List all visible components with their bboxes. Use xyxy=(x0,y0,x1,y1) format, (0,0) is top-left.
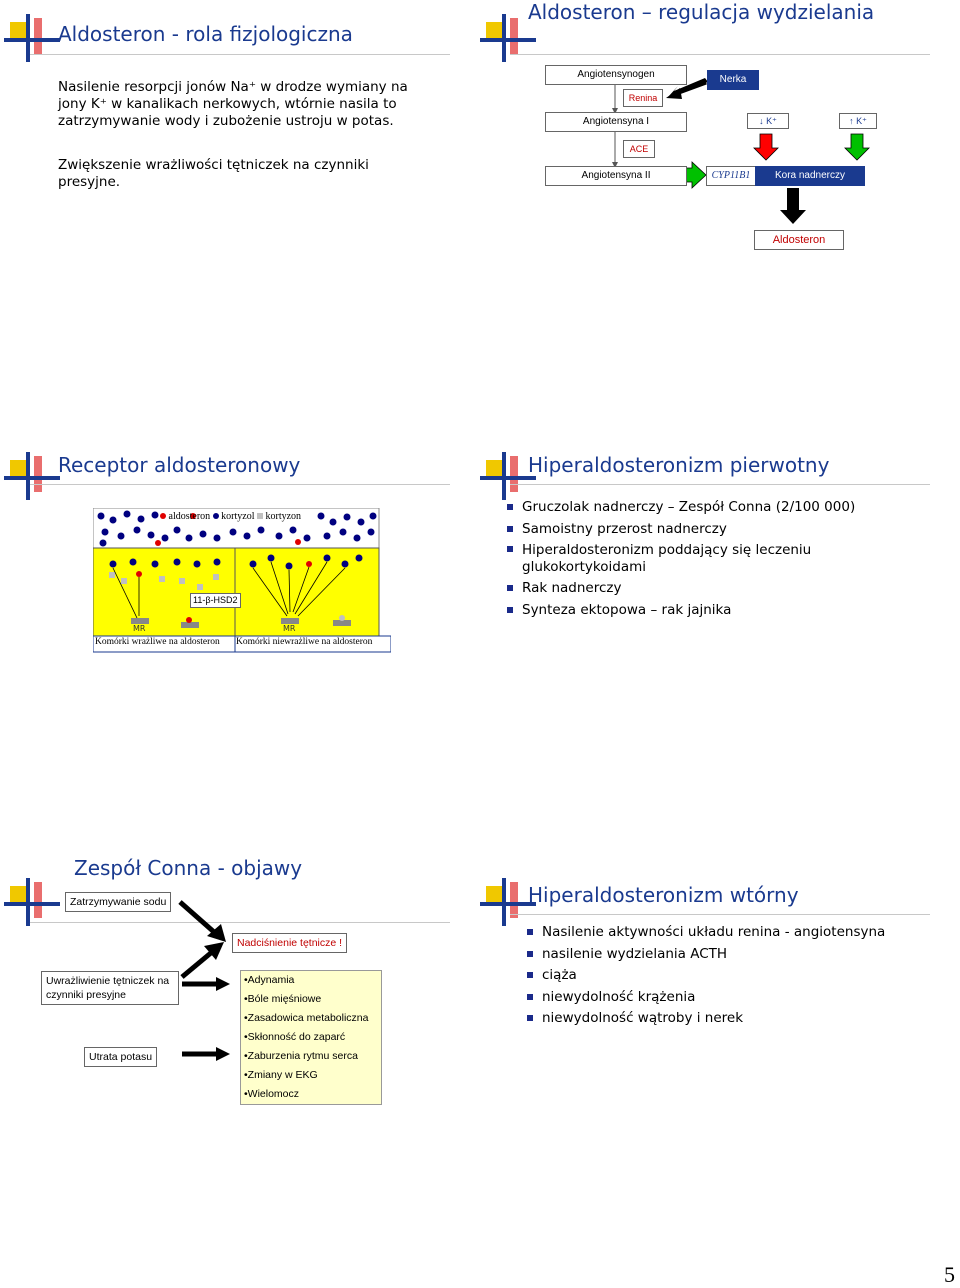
slide-5 xyxy=(0,840,480,1140)
potassium-loss-box: Utrata potasu xyxy=(84,1047,157,1067)
mr-label-right: MR xyxy=(283,624,296,633)
aldosteron-box: Aldosteron xyxy=(754,230,844,250)
slide-6-title: Hiperaldosteronizm wtórny xyxy=(528,883,799,907)
list-item: Samoistny przerost nadnerczy xyxy=(506,519,866,541)
list-item: •Zasadowica metaboliczna xyxy=(244,1012,369,1024)
list-item: Gruczolak nadnerczy – Zespół Conna (2/100 000) xyxy=(506,497,866,519)
kora-nadnerczy-box: Kora nadnerczy xyxy=(755,166,865,186)
legend-kortyzon: kortyzon xyxy=(265,511,302,522)
insensitive-cells-label: Komórki niewrażliwe na aldosteron xyxy=(236,637,373,647)
primary-causes-list xyxy=(506,497,866,621)
mr-label-left: MR xyxy=(133,624,146,633)
angiotensynogen-box: Angiotensynogen xyxy=(545,65,687,85)
renina-box: Renina xyxy=(623,89,663,107)
list-item: nasilenie wydzielania ACTH xyxy=(526,944,906,966)
sensitive-cells-label: Komórki wrażliwe na aldosteron xyxy=(95,637,220,647)
legend-kortyzol: kortyzol xyxy=(221,511,255,522)
k-low-box: ↓ K⁺ xyxy=(747,113,789,129)
list-item: Hiperaldosteronizm poddający się leczeniu glukokortykoidami xyxy=(506,540,866,578)
list-item: •Zmiany w EKG xyxy=(244,1069,318,1081)
slide-2-title: Aldosteron – regulacja wydzielania xyxy=(528,0,875,24)
arterial-sensitization-box: Uwrażliwienie tętniczek na czynniki presyjne xyxy=(41,971,179,1005)
list-item: •Wielomocz xyxy=(244,1088,300,1100)
cyp11b1-box: CYP11B1 xyxy=(706,166,756,186)
list-item: •Bóle mięśniowe xyxy=(244,993,322,1005)
slide-1-paragraph-2: Zwiększenie wrażliwości tętniczek na czynniki presyjne. xyxy=(58,157,369,190)
slide-3 xyxy=(0,440,480,770)
list-item: •Zaburzenia rytmu serca xyxy=(244,1050,358,1062)
slide-1-title: Aldosteron - rola fizjologiczna xyxy=(58,22,353,46)
kortyzol-dot-icon xyxy=(213,513,219,519)
legend-aldosteron: aldosteron xyxy=(168,511,211,522)
page-number: 5 xyxy=(944,1262,955,1287)
slide-4-title: Hiperaldosteronizm pierwotny xyxy=(528,453,830,477)
title-divider xyxy=(30,54,450,55)
k-low-arrow xyxy=(754,134,778,160)
list-item: ciąża xyxy=(526,965,906,987)
slide-1-paragraph-1: Nasilenie resorpcji jonów Na⁺ w drodze wymiany na jony K⁺ w kanalikach nerkowych, wtórnie nasila to zatrzymywanie wody i zubożenie ustroju w potas. xyxy=(58,79,408,129)
kortyzon-square-icon xyxy=(257,513,263,519)
slide-4 xyxy=(480,440,960,770)
sodium-retention-box: Zatrzymywanie sodu xyxy=(65,892,171,912)
angiotensyna-2-box: Angiotensyna II xyxy=(545,166,687,186)
legend xyxy=(160,511,301,522)
slide-1 xyxy=(0,0,480,320)
kora-to-aldosteron-arrow xyxy=(780,188,806,224)
symptoms-box xyxy=(240,970,382,1105)
nerka-box: Nerka xyxy=(707,70,759,90)
slide-logo-icon xyxy=(4,452,60,500)
slide-3-title: Receptor aldosteronowy xyxy=(58,453,301,477)
list-item: •Adynamia xyxy=(244,974,295,986)
list-item: niewydolność wątroby i nerek xyxy=(526,1008,906,1030)
hypertension-box: Nadciśnienie tętnicze ! xyxy=(232,933,347,953)
slide-2 xyxy=(480,0,960,320)
title-divider xyxy=(30,484,450,485)
secondary-causes-list xyxy=(526,922,906,1030)
enzyme-label: 11-β-HSD2 xyxy=(190,593,241,608)
k-high-arrow xyxy=(845,134,869,160)
list-item: •Skłonność do zaparć xyxy=(244,1031,346,1043)
angiotensyna-1-box: Angiotensyna I xyxy=(545,112,687,132)
list-item: niewydolność krążenia xyxy=(526,987,906,1009)
slide-6 xyxy=(480,840,960,1140)
list-item: Rak nadnerczy xyxy=(506,578,866,600)
k-high-box: ↑ K⁺ xyxy=(839,113,877,129)
aldosteron-dot-icon xyxy=(160,513,166,519)
title-divider xyxy=(510,484,930,485)
list-item: Nasilenie aktywności układu renina - angiotensyna xyxy=(526,922,906,944)
ace-box: ACE xyxy=(623,140,655,158)
list-item: Synteza ektopowa – rak jajnika xyxy=(506,600,866,622)
slide-5-title: Zespół Conna - objawy xyxy=(74,856,303,880)
title-divider xyxy=(510,914,930,915)
